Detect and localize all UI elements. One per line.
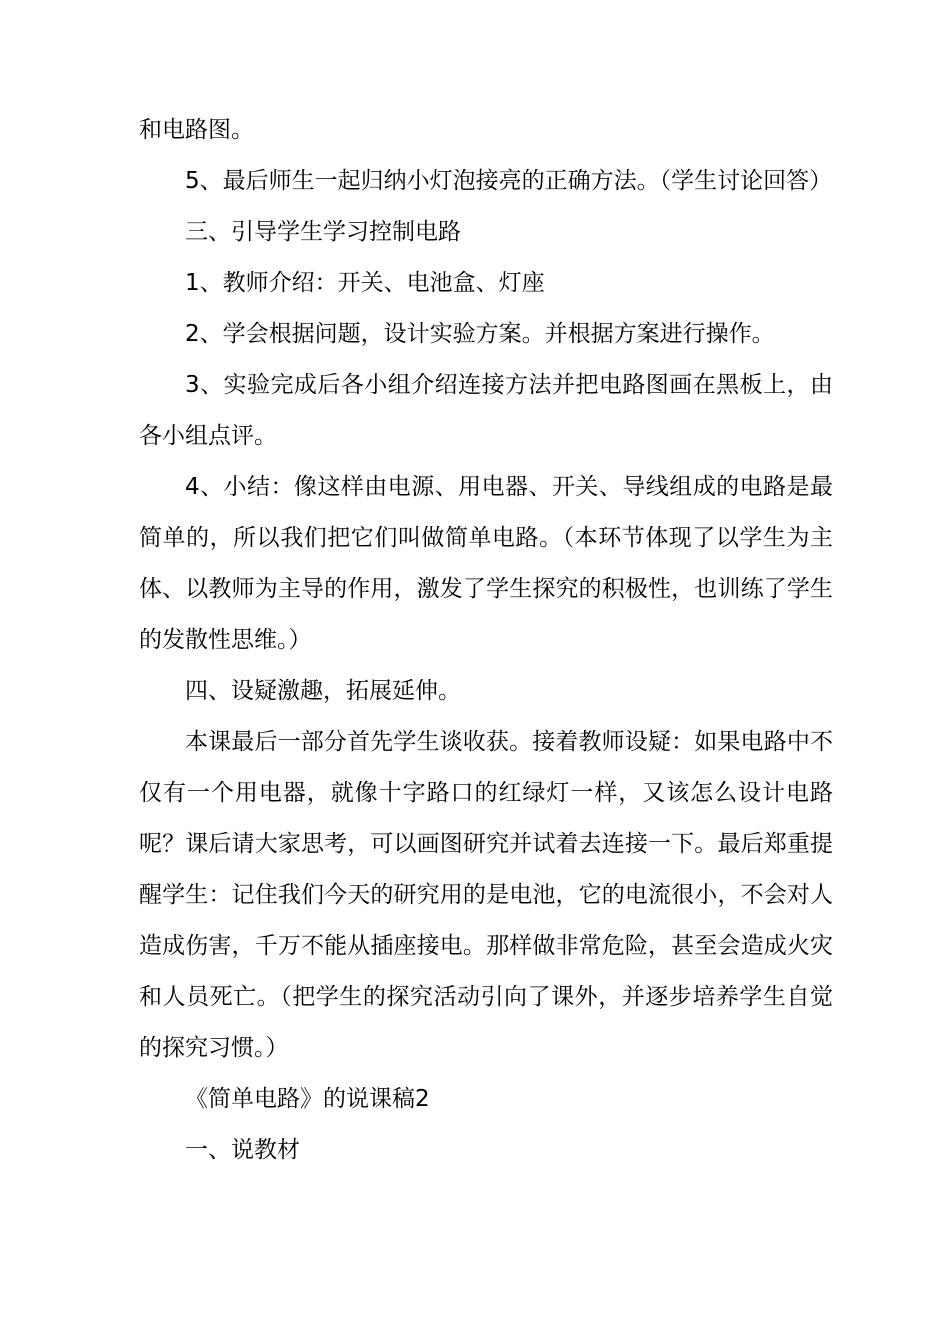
paragraph-item-3: 3、实验完成后各小组介绍连接方法并把电路图画在黑板上，由各小组点评。 [139,372,833,449]
section-heading-4: 四、设疑激趣，拓展延伸。 [185,678,461,704]
paragraph-item-1: 1、教师介绍：开关、电池盒、灯座 [185,270,545,296]
document-body [139,105,833,1176]
document-title-2: 《简单电路》的说课稿2 [185,1086,430,1112]
section-heading-3: 三、引导学生学习控制电路 [185,219,461,245]
paragraph-item-4: 4、小结：像这样由电源、用电器、开关、导线组成的电路是最简单的，所以我们把它们叫做简单电路。（本环节体现了以学生为主体、以教师为主导的作用，激发了学生探究的积极性，也训练了学生的发散性思维。） [139,474,833,653]
paragraph-continuation: 和电路图。 [139,117,254,143]
paragraph-item-2: 2、学会根据问题，设计实验方案。并根据方案进行操作。 [185,321,775,347]
paragraph-conclusion: 本课最后一部分首先学生谈收获。接着教师设疑：如果电路中不仅有一个用电器，就像十字路口的红绿灯一样，又该怎么设计电路呢？课后请大家思考，可以画图研究并试着去连接一下。最后郑重提醒学生：记住我们今天的研究用的是电池，它的电流很小，不会对人造成伤害，千万不能从插座接电。那样做非常危险，甚至会造成火灾和人员死亡。（把学生的探究活动引向了课外，并逐步培养学生自觉的探究习惯。） [139,729,833,1061]
paragraph-step-5: 5、最后师生一起归纳小灯泡接亮的正确方法。（学生讨论回答） [185,168,833,194]
section-heading-teaching-material: 一、说教材 [185,1137,300,1163]
